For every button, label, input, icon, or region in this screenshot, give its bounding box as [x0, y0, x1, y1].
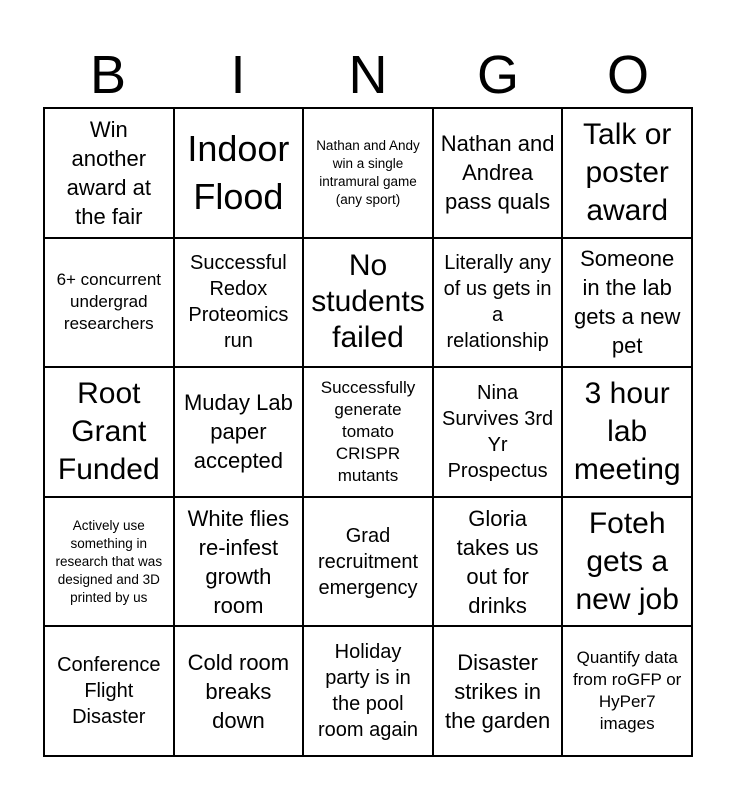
cell-text: 3 hour lab meeting	[573, 376, 681, 486]
cell-text: Win another award at the fair	[66, 116, 151, 229]
bingo-cell-r2c3[interactable]	[304, 239, 434, 369]
bingo-cell-r1c2[interactable]	[175, 109, 305, 239]
bingo-cell-r2c4[interactable]	[434, 239, 564, 369]
header-letter-b: B	[89, 45, 127, 105]
cell-text: Indoor Flood	[187, 127, 290, 217]
cell-text: Disaster strikes in the garden	[444, 649, 551, 733]
cell-text: Conference Flight Disaster	[57, 654, 161, 729]
header-letter-o: O	[606, 45, 649, 105]
cell-text: Gloria takes us out for drinks	[456, 505, 539, 618]
cell-text: Successful Redox Proteomics run	[188, 252, 289, 353]
cell-text: Nathan and Andy win a single intramural game (any sport)	[316, 137, 420, 207]
bingo-cell-r3c1[interactable]	[45, 368, 175, 498]
bingo-board	[43, 107, 693, 757]
bingo-cell-r4c4[interactable]	[434, 498, 564, 628]
bingo-cell-r3c5[interactable]	[563, 368, 693, 498]
bingo-cell-r5c4[interactable]	[434, 627, 564, 757]
cell-text: Grad recruitment emergency	[317, 524, 418, 599]
header-letter-i: I	[230, 45, 246, 105]
cell-text: No students failed	[311, 249, 425, 355]
bingo-cell-r2c5[interactable]	[563, 239, 693, 369]
bingo-cell-r5c1[interactable]	[45, 627, 175, 757]
bingo-cell-r1c5[interactable]	[563, 109, 693, 239]
cell-text: 6+ concurrent undergrad researchers	[56, 270, 162, 334]
cell-text: Literally any of us gets in a relationship	[443, 252, 552, 353]
cell-text: Actively use something in research that was designed and 3D printed by us	[55, 517, 163, 605]
bingo-cell-r4c2[interactable]	[175, 498, 305, 628]
cell-text: Successfully generate tomato CRISPR mutants	[320, 377, 416, 485]
cell-text: Cold room breaks down	[187, 649, 290, 733]
cell-text: Someone in the lab gets a new pet	[573, 246, 681, 359]
cell-text: Quantify data from roGFP or HyPer7 images	[573, 648, 682, 734]
bingo-cell-r1c1[interactable]	[45, 109, 175, 239]
bingo-cell-r1c3[interactable]	[304, 109, 434, 239]
cell-text: Foteh gets a new job	[575, 506, 679, 616]
cell-text: Holiday party is in the pool room again	[317, 641, 419, 742]
cell-text: Muday Lab paper accepted	[183, 390, 293, 474]
bingo-cell-r2c1[interactable]	[45, 239, 175, 369]
bingo-header	[43, 44, 693, 106]
bingo-cell-r4c5[interactable]	[563, 498, 693, 628]
bingo-cell-r5c2[interactable]	[175, 627, 305, 757]
bingo-cell-r2c2[interactable]	[175, 239, 305, 369]
cell-text: Nina Survives 3rd Yr Prospectus	[442, 381, 554, 482]
bingo-cell-r3c4[interactable]	[434, 368, 564, 498]
header-letter-g: G	[476, 45, 519, 105]
cell-text: White flies re-infest growth room	[187, 505, 290, 618]
header-letter-n: N	[348, 45, 388, 105]
cell-text: Nathan and Andrea pass quals	[440, 131, 555, 215]
bingo-cell-r5c3[interactable]	[304, 627, 434, 757]
bingo-cell-r3c2[interactable]	[175, 368, 305, 498]
bingo-cell-r4c1[interactable]	[45, 498, 175, 628]
bingo-cell-r5c5[interactable]	[563, 627, 693, 757]
bingo-cell-r3c3[interactable]	[304, 368, 434, 498]
cell-text: Talk or poster award	[583, 117, 672, 227]
cell-text: Root Grant Funded	[57, 376, 160, 486]
bingo-cell-r1c4[interactable]	[434, 109, 564, 239]
bingo-cell-r4c3[interactable]	[304, 498, 434, 628]
